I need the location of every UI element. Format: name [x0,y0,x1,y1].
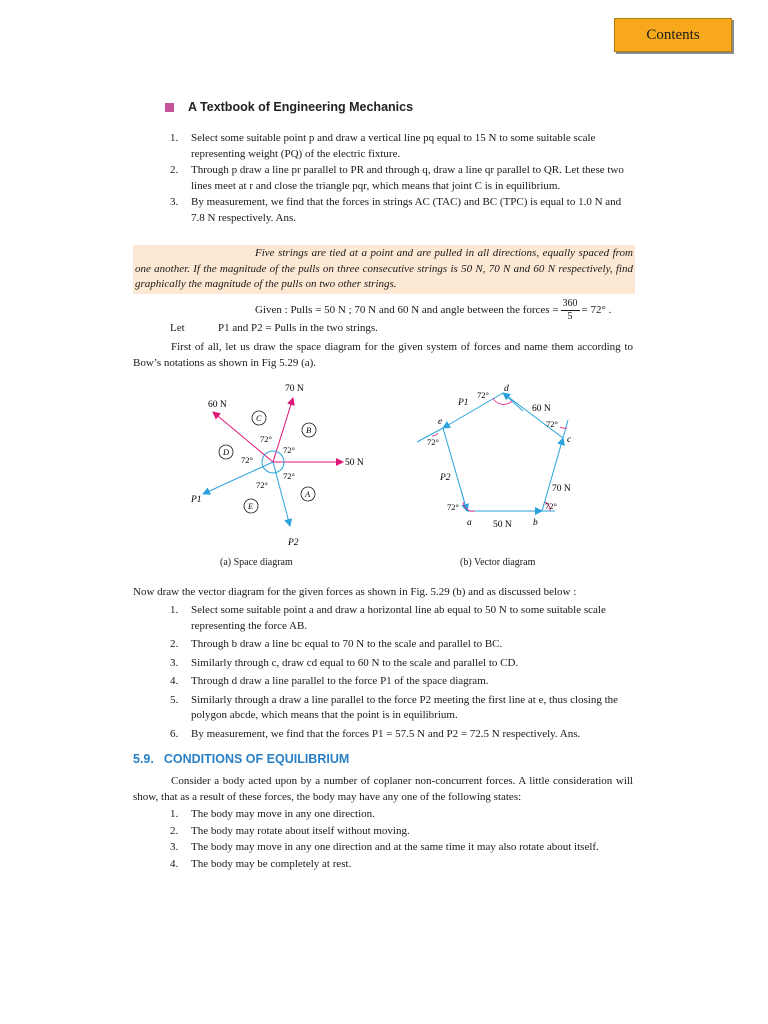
extension-line [461,490,467,511]
region-label-b: B [306,425,312,435]
given-line: Given : Pulls = 50 N ; 70 N and 60 N and angle between the forces = $\frac{360}{5}$ = 72° . [255,298,612,322]
list-item: 6. By measurement, we find that the forces P1 = 57.5 N and P2 = 72.5 N respectively. Ans. [170,727,581,740]
problem-statement: Five strings are tied at a point and are pulled in all directions, equally spaced from one another. If the magnitude of the pulls on three consecutive strings is 50 N, 70 N and 60 N respectively, find graphically the magnitude of the pulls on two other strings. [133,245,635,294]
angle-label: 72° [283,471,295,481]
list-item: 1. The body may move in any one direction. [170,808,375,820]
vertex-d: d [504,384,509,394]
vertex-e: e [438,417,443,427]
steps-list-a [170,131,632,226]
vertex-b: b [533,518,538,528]
list-item: 4. The body may be completely at rest. [170,857,352,870]
list-item: 3. By measurement, we find that the forces in strings AC (TAC) and BC (TPC) is equal to 1.0 N and 7.8 N respectively. Ans. [170,196,622,224]
space-diagram [180,378,380,553]
list-item: 2. Through p draw a line pr parallel to PR and through q, draw a line qr parallel to QR. Let these two lines meet at r and close the triangle pqr, which means that joint C is in equilibrium. [170,164,624,192]
running-header [165,100,413,114]
angle-label: 72° [256,480,268,490]
region-label-e: E [248,501,254,511]
list-item: 2. Through b draw a line bc equal to 70 N to the scale and parallel to BC. [170,638,503,650]
list-item: 1. Select some suitable point p and draw a vertical line pq equal to 15 N to some suitable scale representing weight (PQ) of the electric fixture. [170,132,596,160]
extension-line [503,393,523,411]
angle-label: 72° [283,445,295,455]
list-item: 5. Similarly through a draw a line parallel to the force P2 meeting the first line at e, thus closing the polygon abcde, which means that the point is in equilibrium. [170,693,619,721]
list-item: 2. The body may rotate about itself without moving. [170,824,410,837]
side-label-p1: P1 [458,398,469,408]
side-label-50n: 50 N [493,520,512,530]
caption-space-diagram: (a) Space diagram [220,557,293,568]
region-label-c: C [256,413,262,423]
angle-label: 72° [427,437,439,447]
angle-label: 72° [545,501,557,511]
angle-label: 72° [546,419,558,429]
paragraph: Now draw the vector diagram for the given forces as shown in Fig. 5.29 (b) and as discussed below : [133,586,577,598]
label-p1: P1 [191,495,202,505]
side-de-p1 [443,393,503,428]
list-item: 3. The body may move in any one direction and at the same time it may also rotate about itself. [170,841,599,853]
angle-label: 72° [477,390,489,400]
label-70n: 70 N [285,384,304,394]
header-title: A Textbook of Engineering Mechanics [188,100,414,114]
let-text: P1 and P2 = Pulls in the two strings. [218,322,378,334]
angle-label: 72° [447,502,459,512]
vertex-a: a [467,518,472,528]
caption-vector-diagram: (b) Vector diagram [460,557,536,568]
let-label: Let [170,322,185,334]
side-cd-60n [503,393,563,438]
states-list [170,807,632,872]
side-label-70n: 70 N [552,484,571,494]
label-50n: 50 N [345,458,364,468]
region-label-d: D [223,447,230,457]
side-label-p2: P2 [440,473,451,483]
steps-list-b [170,603,632,742]
vector-diagram [405,378,605,538]
list-item: 4. Through d draw a line parallel to the force P1 of the space diagram. [170,675,489,687]
vertex-c: c [567,435,572,445]
section-heading: 5.9. CONDITIONS OF EQUILIBRIUM [133,752,350,766]
label-p2: P2 [288,538,299,548]
list-item: 3. Similarly through c, draw cd equal to 60 N to the scale and parallel to CD. [170,656,519,669]
fraction: $\frac{360}{5}$ [562,298,578,322]
angle-label: 72° [260,434,272,444]
paragraph: Consider a body acted upon by a number of coplaner non-concurrent forces. A little consideration will show, that as a result of these forces, the body may have any one of the following states: [133,775,633,803]
header-square-icon [165,103,174,112]
side-label-60n: 60 N [532,404,551,414]
contents-button[interactable]: Contents [614,18,732,52]
list-item: 1. Select some suitable point a and draw a horizontal line ab equal to 50 N to some suitable scale representing the force AB. [170,604,606,632]
region-label-a: A [305,489,311,499]
angle-label: 72° [241,455,253,465]
label-60n: 60 N [208,400,227,410]
paragraph: First of all, let us draw the space diagram for the given system of forces and name them according to Bow’s notations as shown in Fig 5.29 (a). [133,341,633,369]
